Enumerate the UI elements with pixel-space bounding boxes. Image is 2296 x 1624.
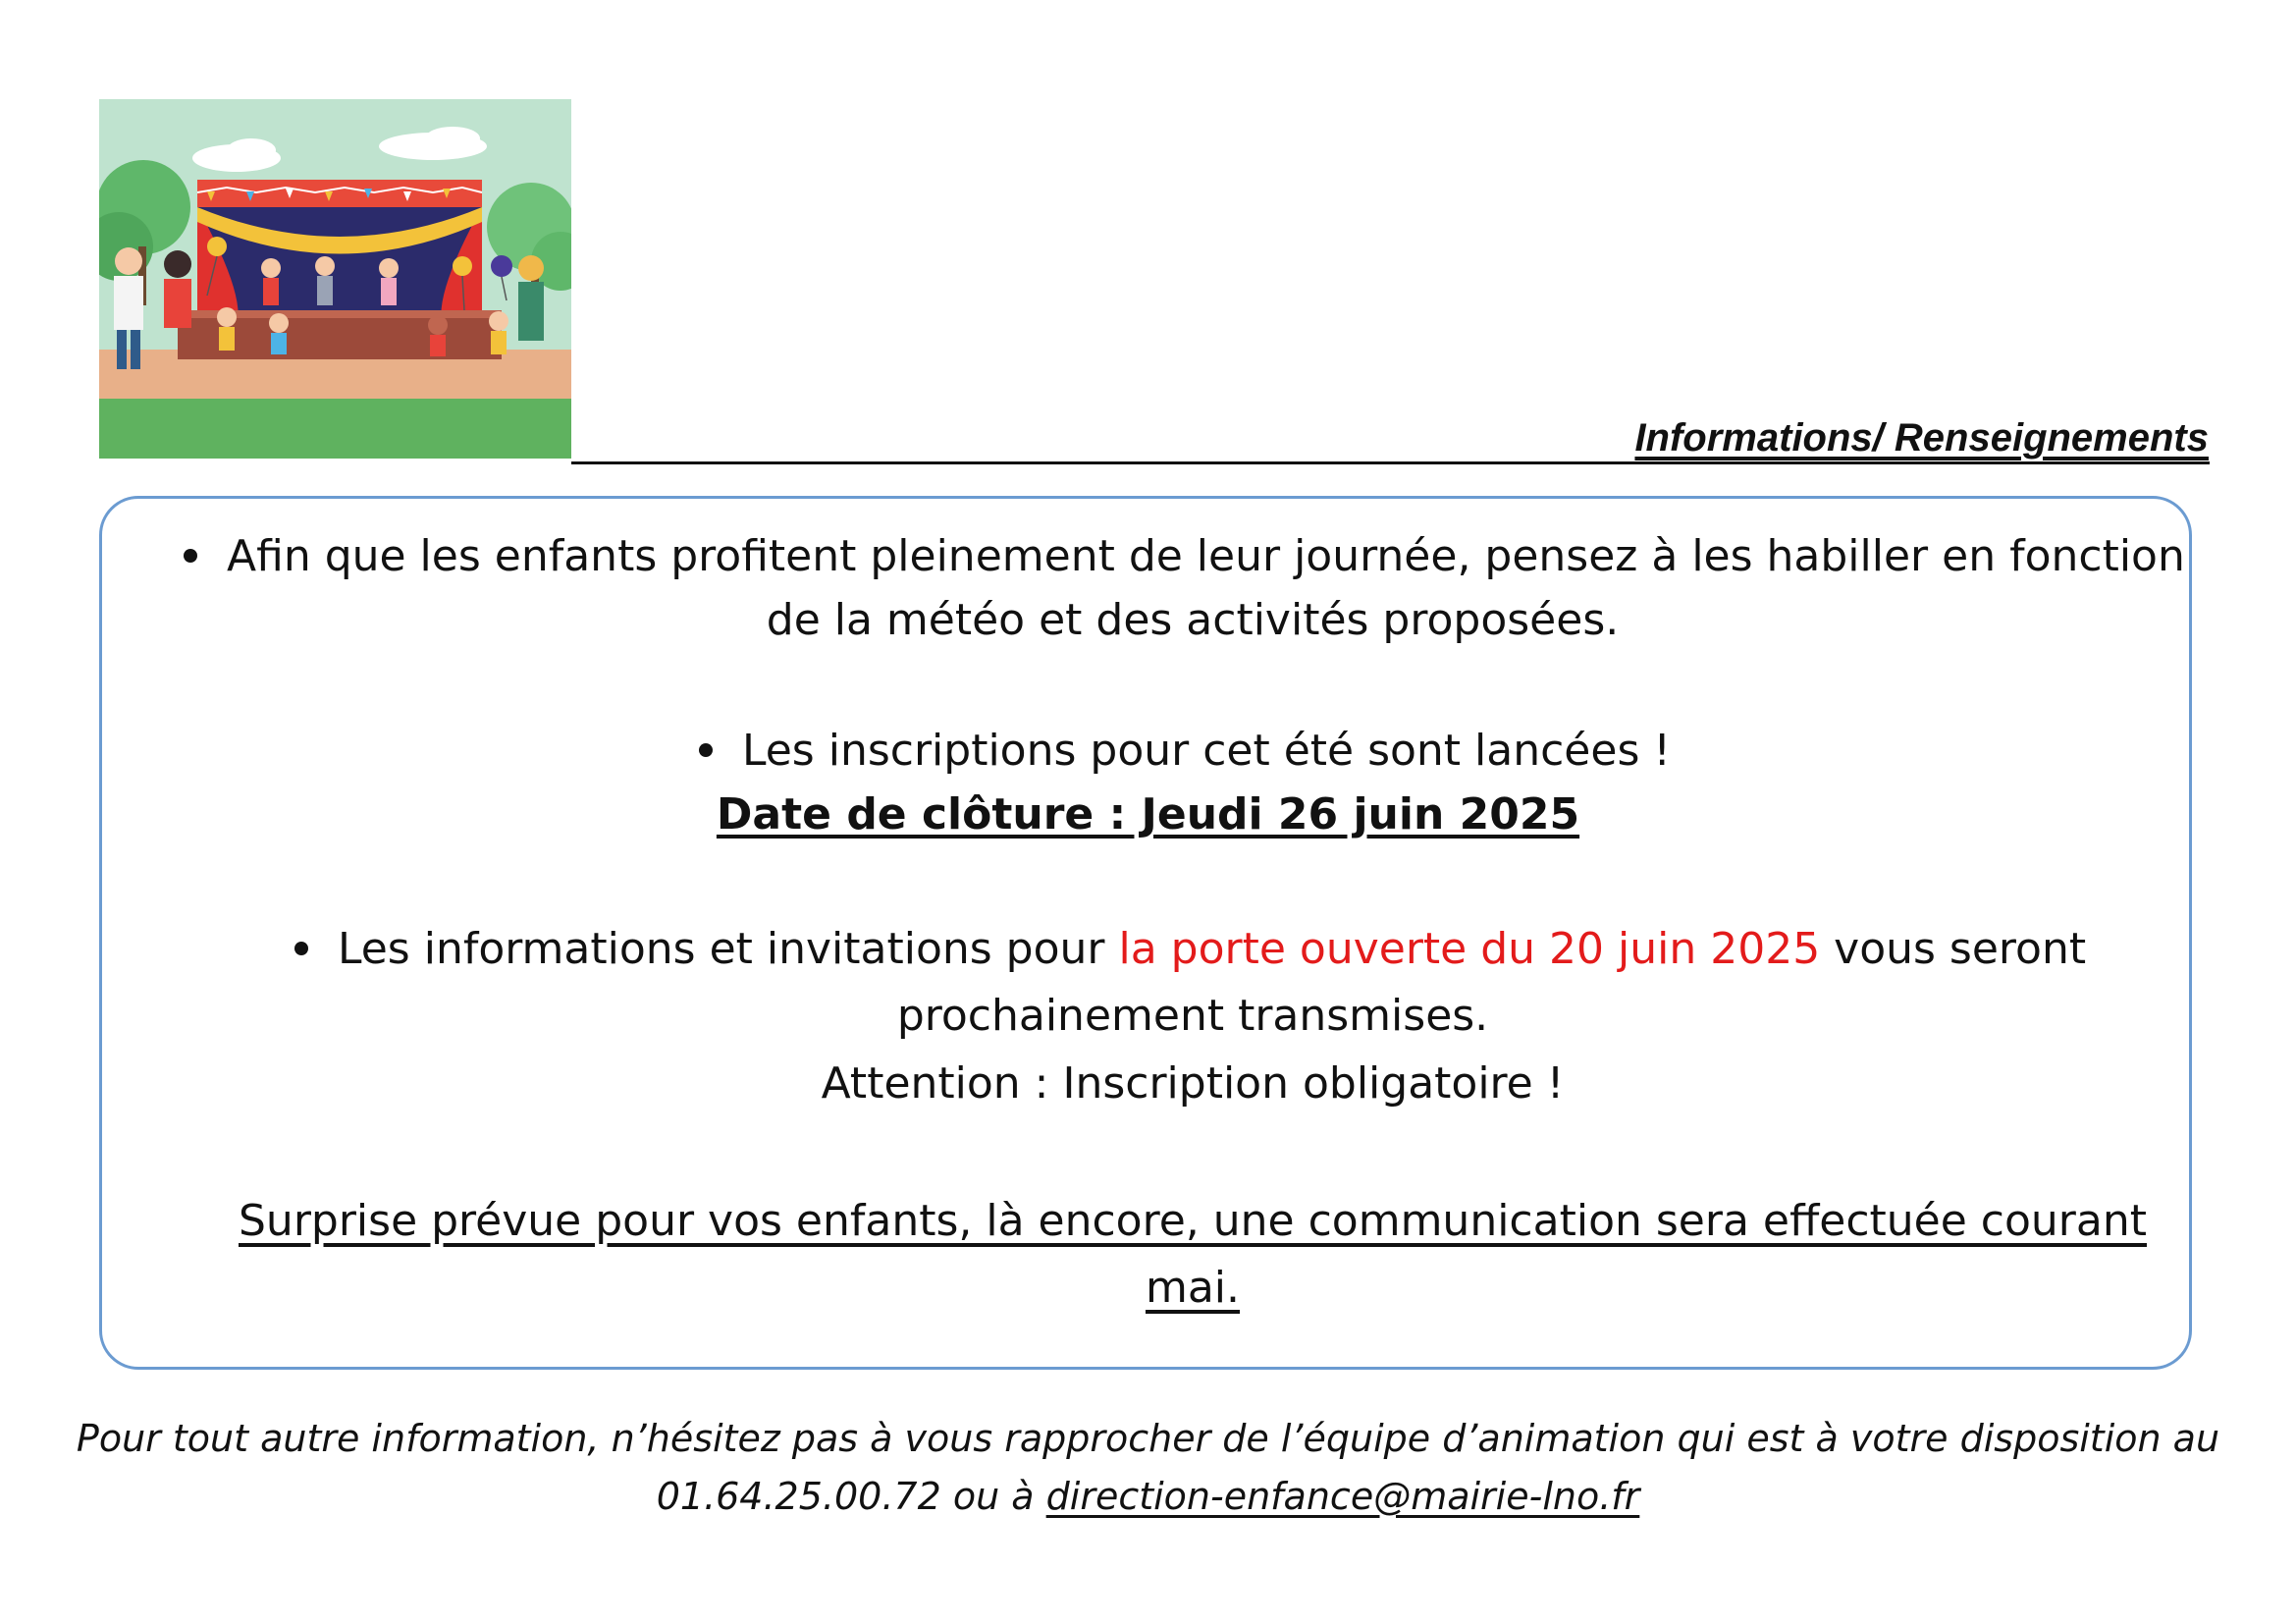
bullet-1-text: Afin que les enfants profitent pleinement de leur journée, pensez à les habiller en fonction [227, 531, 2185, 581]
footer-email-link[interactable]: direction-enfance@mairie-lno.fr [1045, 1475, 1640, 1518]
bullet-1-line-2: de la météo et des activités proposées. [766, 595, 1620, 645]
footer-line-1: Pour tout autre information, n’hésitez pas à vous rapprocher de l’équipe d’animation qui est à votre disposition au [76, 1417, 2220, 1460]
bullet-3-line-1 [294, 918, 2086, 981]
bullet-3-text-after: vous seront [1820, 924, 2087, 974]
bullet-dot-icon [184, 549, 197, 563]
kids-stage-show-illustration-icon [99, 99, 571, 459]
header-title: Informations/ Renseignements [1634, 416, 2209, 460]
bullet-3-line-2: prochainement transmises. [896, 991, 1489, 1041]
kids-stage-show-illustration [99, 99, 571, 459]
bullet-2-text: Les inscriptions pour cet été sont lancées ! [742, 726, 1671, 776]
bullet-2-line-1 [699, 720, 1671, 783]
closing-date: Date de clôture : Jeudi 26 juin 2025 [716, 789, 1580, 839]
open-house-highlight: la porte ouverte du 20 juin 2025 [1118, 924, 1821, 974]
header-rule [571, 461, 2210, 464]
attention-notice: Attention : Inscription obligatoire ! [821, 1058, 1565, 1109]
bullet-dot-icon [699, 743, 713, 757]
footer-phone: 01.64.25.00.72 ou à [656, 1475, 1046, 1518]
bullet-dot-icon [294, 942, 308, 955]
footer-line-2 [0, 1467, 2296, 1526]
surprise-line-1: Surprise prévue pour vos enfants, là encore, une communication sera effectuée courant [239, 1196, 2147, 1246]
surprise-line-2: mai. [1145, 1263, 1241, 1313]
bullet-3-text-before: Les informations et invitations pour [338, 924, 1119, 974]
bullet-1-line-1 [184, 525, 2185, 588]
